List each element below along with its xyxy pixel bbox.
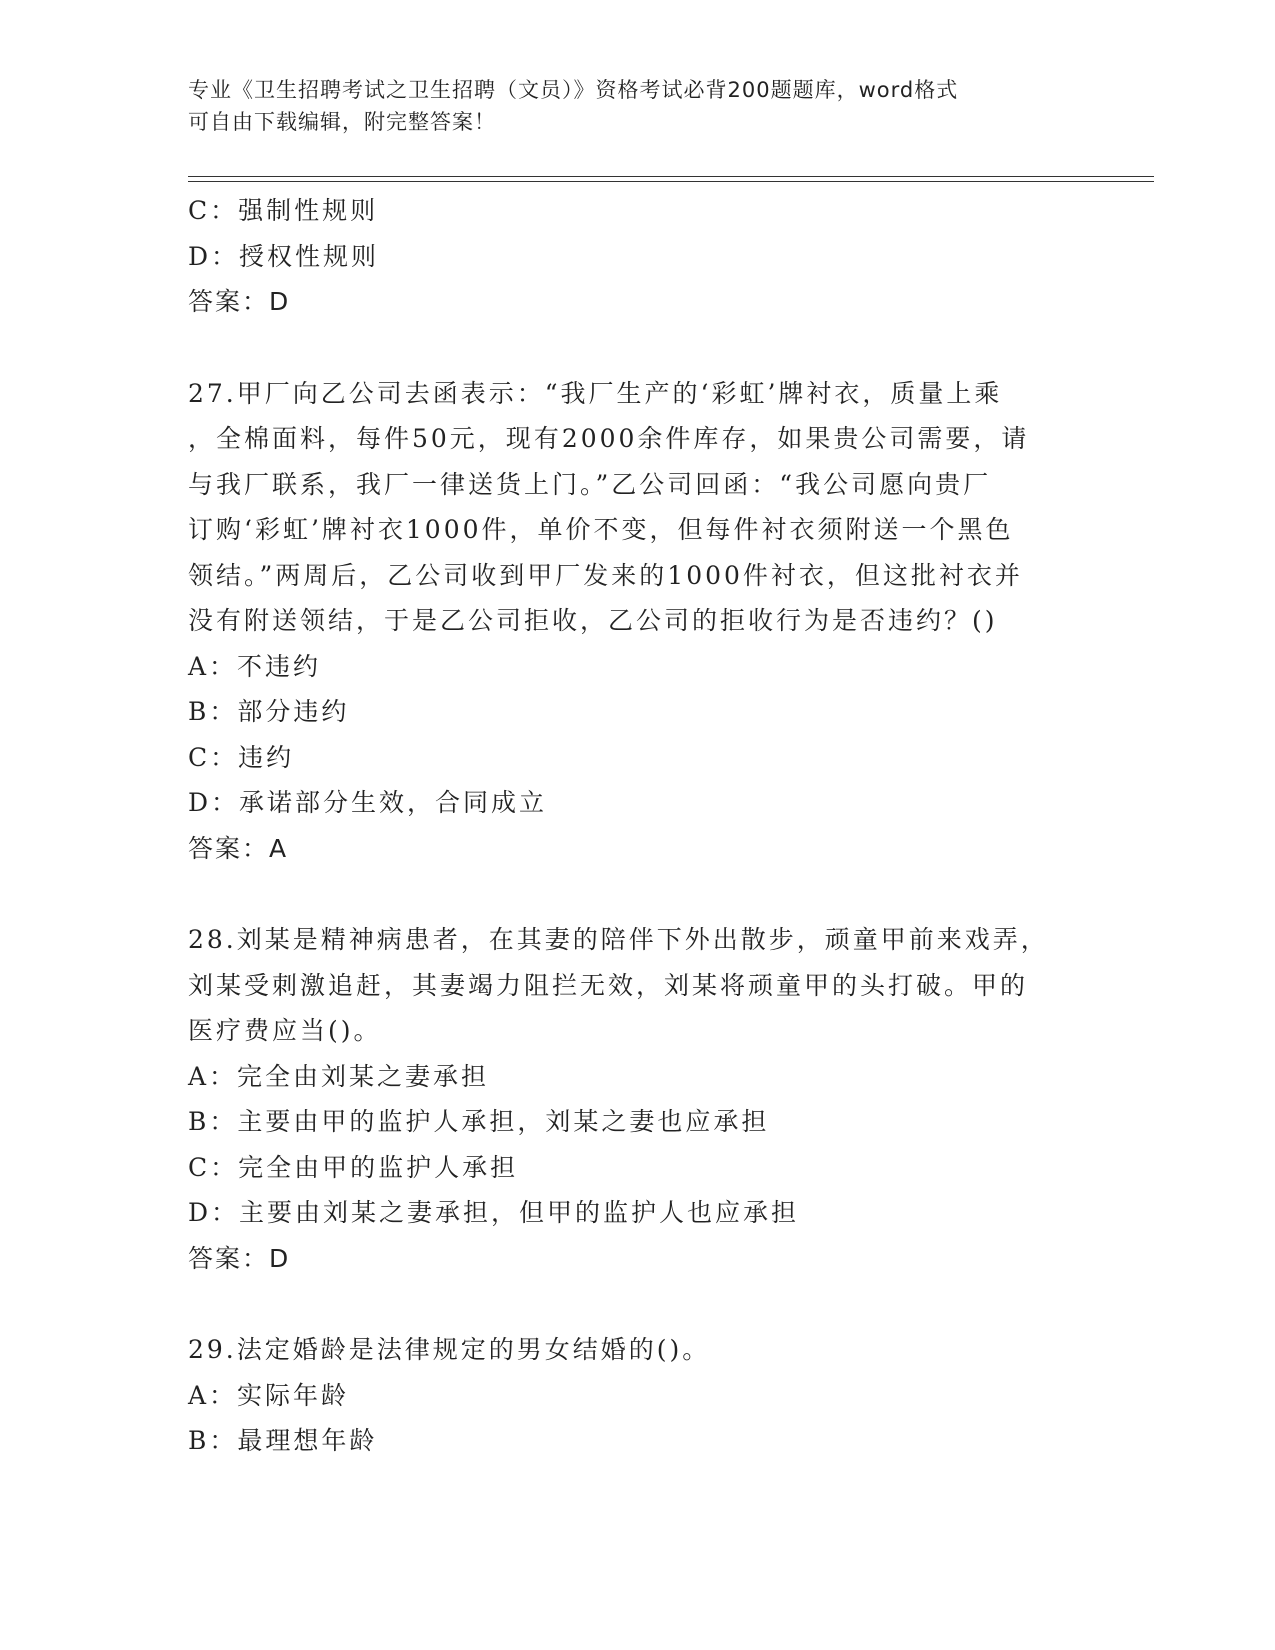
answer-line: 答案：D [188, 1243, 291, 1273]
option-a: A：实际年龄 [188, 1380, 350, 1410]
question-29 [188, 1327, 1088, 1464]
spacer [188, 1281, 1088, 1327]
question-text-line: 医疗费应当()。 [188, 1016, 382, 1045]
option-c: C：强制性规则 [188, 196, 379, 225]
header-line-1: 专业《卫生招聘考试之卫生招聘（文员）》资格考试必背200题题库，word格式 [188, 78, 959, 102]
question-text-line: 与我厂联系，我厂一律送货上门。”乙公司回函：“我公司愿向贵厂 [188, 469, 992, 499]
header-divider-bottom [188, 181, 1154, 182]
spacer [188, 325, 1088, 371]
question-text-line: 29.法定婚龄是法律规定的男女结婚的()。 [188, 1335, 711, 1364]
question-text-line: 27.甲厂向乙公司去函表示：“我厂生产的‘彩虹’牌衬衣，质量上乘 [188, 378, 1003, 408]
answer-line: 答案：D [188, 287, 291, 316]
question-text-line: 没有附送领结，于是乙公司拒收，乙公司的拒收行为是否违约？() [188, 606, 998, 635]
question-27 [188, 371, 1088, 872]
question-text-line: 订购‘彩虹’牌衬衣1000件，单价不变，但每件衬衣须附送一个黑色 [188, 515, 1014, 544]
question-text-line: ，全棉面料，每件50元，现有2000余件库存，如果贵公司需要，请 [188, 424, 1030, 453]
header-line-2: 可自由下载编辑，附完整答案！ [188, 110, 496, 134]
option-d: D：授权性规则 [188, 241, 380, 271]
question-26-tail [188, 188, 1088, 325]
option-d: D：承诺部分生效，合同成立 [188, 788, 548, 817]
option-c: C：违约 [188, 742, 295, 772]
question-text-line: 领结。”两周后，乙公司收到甲厂发来的1000件衬衣，但这批衬衣并 [188, 560, 1023, 590]
option-d: D：主要由刘某之妻承担，但甲的监护人也应承担 [188, 1198, 800, 1227]
option-b: B：部分违约 [188, 697, 350, 726]
spacer [188, 871, 1088, 917]
option-a: A：不违约 [188, 651, 322, 681]
option-b: B：主要由甲的监护人承担，刘某之妻也应承担 [188, 1107, 770, 1136]
option-b: B：最理想年龄 [188, 1426, 378, 1455]
document-body [188, 188, 1088, 1464]
answer-line: 答案：A [188, 833, 289, 863]
option-c: C：完全由甲的监护人承担 [188, 1152, 519, 1182]
option-a: A：完全由刘某之妻承担 [188, 1061, 490, 1091]
question-28 [188, 917, 1088, 1281]
question-text-line: 28.刘某是精神病患者，在其妻的陪伴下外出散步，顽童甲前来戏弄， [188, 925, 1049, 954]
header-divider-top [188, 176, 1154, 177]
document-header [188, 74, 1088, 138]
question-text-line: 刘某受刺激追赶，其妻竭力阻拦无效，刘某将顽童甲的头打破。甲的 [188, 970, 1029, 1000]
